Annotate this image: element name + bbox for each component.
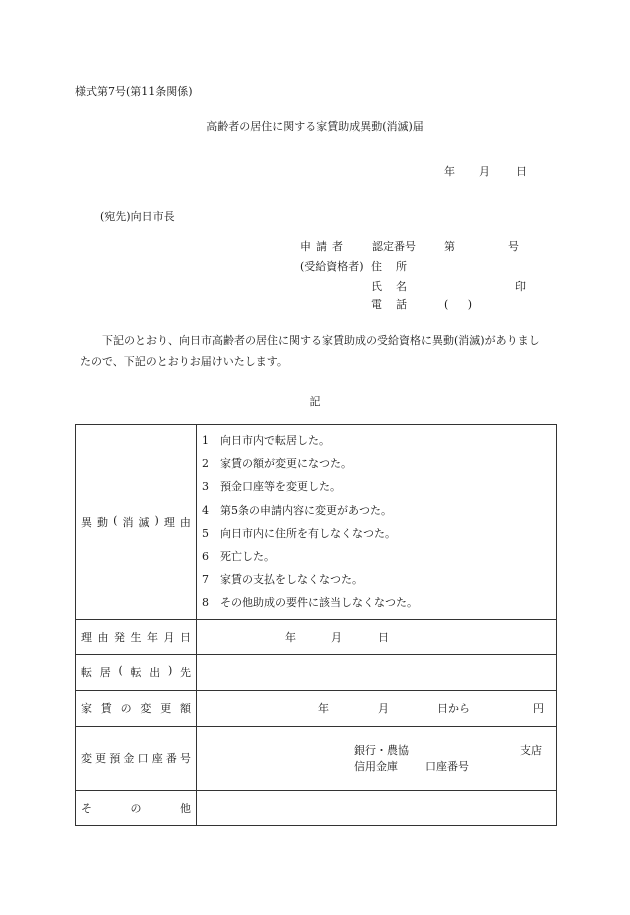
seal-mark: 印 bbox=[515, 280, 526, 293]
occurrence-date-label: 理 由 発 生 年 月 日 bbox=[81, 630, 191, 644]
reason-option[interactable]: 1 向日市内で転居した。 bbox=[202, 434, 330, 447]
submission-date-year: 年 bbox=[444, 165, 455, 178]
bank-branch: 支店 bbox=[520, 743, 542, 757]
bank-type-line2: 信用金庫 bbox=[354, 759, 398, 773]
rent-change-label: 家 賃 の 変 更 額 bbox=[81, 702, 191, 715]
reason-row bbox=[76, 425, 557, 620]
rent-change-field[interactable] bbox=[197, 690, 557, 726]
rent-change-month: 月 bbox=[378, 702, 389, 715]
rent-change-from: 日から bbox=[437, 702, 470, 715]
occurrence-date-row bbox=[76, 619, 557, 654]
other-label: そ の 他 bbox=[81, 801, 191, 815]
other-row bbox=[76, 790, 557, 825]
recipient-label: (受給資格者) bbox=[300, 260, 364, 273]
applicant-label: 申請者 bbox=[300, 240, 348, 253]
reason-option[interactable]: 4 第5条の申請内容に変更があつた。 bbox=[202, 503, 392, 517]
move-destination-field[interactable] bbox=[197, 654, 557, 690]
phone-label: 電話 bbox=[371, 298, 421, 311]
rent-change-year: 年 bbox=[318, 702, 329, 715]
rent-change-label-cell bbox=[76, 690, 197, 726]
body-text: 下記のとおり、向日市高齢者の居住に関する家賃助成の受給資格に異動(消滅)がありましたので、下記のとおりお届けいたします。 bbox=[80, 334, 540, 368]
reason-options bbox=[197, 425, 556, 619]
address-label: 住所 bbox=[371, 260, 421, 273]
reason-label: 異 動 ( 消 滅 ) 理 由 bbox=[81, 513, 191, 529]
reason-option[interactable]: 2 家賃の額が変更になつた。 bbox=[202, 457, 352, 471]
ki-heading: 記 bbox=[309, 395, 321, 408]
bank-type-line1: 銀行・農協 bbox=[354, 743, 409, 757]
submission-date-day: 日 bbox=[516, 165, 527, 178]
bank-account-row bbox=[76, 726, 557, 790]
rent-change-row bbox=[76, 690, 557, 726]
reason-option[interactable]: 3 預金口座等を変更した。 bbox=[202, 480, 341, 494]
reason-option[interactable]: 7 家賃の支払をしなくなつた。 bbox=[202, 573, 363, 587]
move-destination-label-cell bbox=[76, 654, 197, 690]
move-destination-row bbox=[76, 654, 557, 690]
occurrence-date-field[interactable] bbox=[197, 619, 557, 654]
certification-number-prefix: 第 bbox=[444, 240, 455, 253]
certification-number-suffix: 号 bbox=[508, 240, 519, 253]
occurrence-date-label-cell bbox=[76, 619, 197, 654]
bank-account-label-cell bbox=[76, 726, 197, 790]
addressee: (宛先)向日市長 bbox=[100, 210, 175, 223]
occurrence-date-day: 日 bbox=[378, 630, 389, 644]
name-label: 氏名 bbox=[371, 280, 421, 293]
reason-option[interactable]: 8 その他助成の要件に該当しなくなつた。 bbox=[202, 596, 418, 610]
form-number: 様式第7号(第11条関係) bbox=[75, 85, 193, 98]
reason-label-cell bbox=[76, 425, 197, 620]
move-destination-label: 転 居 ( 転 出 ) 先 bbox=[81, 664, 191, 679]
submission-date-month: 月 bbox=[479, 165, 490, 178]
other-field[interactable] bbox=[197, 790, 557, 825]
other-label-cell bbox=[76, 790, 197, 825]
rent-change-yen: 円 bbox=[533, 702, 544, 715]
reason-option[interactable]: 5 向日市内に住所を有しなくなつた。 bbox=[202, 526, 396, 540]
notification-table bbox=[75, 424, 557, 826]
reason-options-cell bbox=[197, 425, 557, 620]
phone-area-code-paren: ( ) bbox=[444, 298, 481, 311]
account-number-label: 口座番号 bbox=[425, 759, 469, 773]
certification-number-label: 認定番号 bbox=[372, 240, 416, 253]
bank-account-label: 変 更 預 金 口 座 番 号 bbox=[81, 752, 191, 765]
occurrence-date-month: 月 bbox=[331, 630, 342, 644]
reason-option[interactable]: 6 死亡した。 bbox=[202, 549, 275, 563]
bank-account-field[interactable] bbox=[197, 726, 557, 790]
occurrence-date-year: 年 bbox=[285, 630, 296, 644]
document-title: 高齢者の居住に関する家賃助成異動(消滅)届 bbox=[206, 120, 424, 133]
